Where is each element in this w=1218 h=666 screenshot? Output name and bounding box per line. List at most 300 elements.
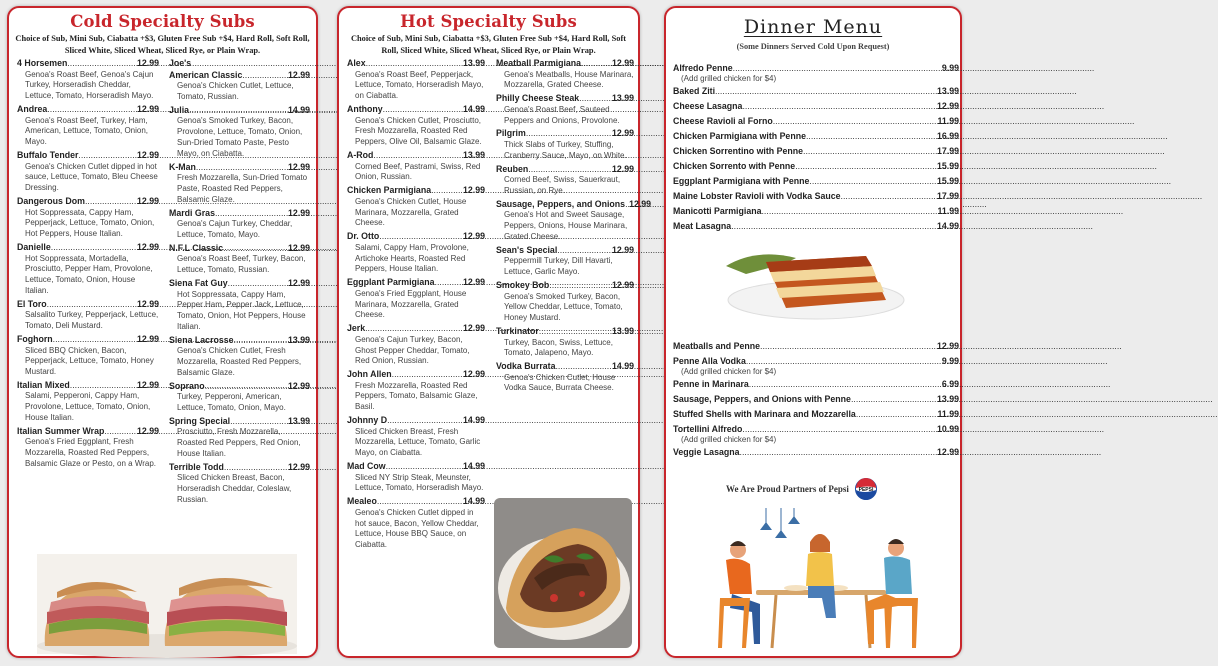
menu-item-price: 12.99: [611, 244, 634, 255]
menu-item-name: Terrible Todd: [169, 461, 224, 472]
menu-item-name: Soprano: [169, 380, 205, 391]
dot-leader: [379, 231, 463, 243]
menu-item-description: Turkey, Pepperoni, American, Lettuce, Tomato, Onion, Mayo.: [177, 392, 286, 413]
cold-subs-column-2: [169, 58, 310, 508]
dinner-item-name: Chicken Sorrento with Penne: [673, 161, 796, 171]
dinner-item-meatballs-and-penne: [673, 340, 959, 355]
dot-leader: [224, 462, 288, 474]
menu-item-name: Danielle: [17, 241, 51, 252]
menu-item-header: [496, 58, 634, 70]
menu-item-header: [169, 381, 310, 393]
menu-item-description: Sliced BBQ Chicken, Bacon, Pepperjack, Lettuce, Tomato, Honey Mustard.: [25, 345, 154, 377]
cold-item-danielle: [17, 242, 159, 297]
menu-item-description: Genoa's Meatballs, House Marinara, Mozzarella, Grated Cheese.: [504, 69, 634, 90]
cold-item-dangerous-dom: [17, 196, 159, 240]
menu-item-description: Hot Soppressata, Cappy Ham, Pepper Ham, Pepper Jack, Lettuce, Tomato, Onion, Hot Peppers, House Italian.: [177, 289, 306, 331]
menu-item-name: Alex: [347, 58, 366, 68]
menu-item-description: Genoa's Chicken Cutlet, Lettuce, Tomato, Russian.: [177, 81, 294, 101]
menu-item-price: 14.99: [611, 361, 634, 372]
dinner-item-chicken-parmigiana-with-penne: [673, 130, 959, 145]
menu-item-header: [496, 361, 634, 373]
menu-item-name: Vodka Burrata: [496, 361, 556, 372]
menu-item-description: Genoa's Roast Beef, Turkey, Ham, American, Lettuce, Tomato, Onion, Mayo.: [25, 115, 149, 147]
dot-leader: [431, 185, 463, 197]
menu-item-price: 12.99: [136, 425, 159, 436]
dinner-item-manicotti-parmigiana: [673, 205, 959, 220]
pepsi-logo-text: PEPSI: [858, 487, 874, 493]
dot-leader: [856, 408, 938, 423]
hot-item-mealeo: [347, 496, 485, 551]
menu-item-header: [17, 299, 159, 311]
menu-item-description: Hot Soppressata, Mortadella, Prosciutto, Pepper Ham, Provolone, Lettuce, Tomato, Onion, House Italian.: [25, 253, 153, 295]
menu-item-name: Eggplant Parmigiana: [347, 277, 435, 288]
menu-item-name: El Toro: [17, 298, 47, 309]
hot-item-sean-s-special: [496, 245, 634, 278]
menu-item-description: Genoa's Chicken Cutlet dipped in hot sauce, Bacon, Yellow Cheddar, Lettuce, House BBQ Sauce, on Ciabatta.: [355, 507, 479, 550]
menu-item-price: 12.99: [287, 380, 310, 391]
menu-item-header: [169, 278, 310, 290]
dinner-item-name: Penne Alla Vodka: [673, 356, 746, 366]
menu-item-header: [496, 198, 652, 211]
dinner-item-price: 11.99: [937, 409, 959, 419]
menu-item-name: N.F.L Classic: [169, 242, 224, 253]
menu-item-header: [169, 243, 310, 255]
dot-leader: [579, 93, 612, 105]
cold-item-italian-summer-wrap: [17, 426, 159, 470]
menu-item-name: Mealeo: [347, 496, 377, 507]
cold-item-mardi-gras: [169, 208, 310, 241]
menu-item-description: Genoa's Chicken Cutlet, Fresh Mozzarella, Roasted Red Peppers, Balsamic Glaze.: [177, 346, 302, 377]
menu-item-description: Salami, Cappy Ham, Provolone, Artichoke Hearts, Roasted Red Peppers, House Italian.: [355, 242, 469, 274]
dinner-item-price: 12.99: [936, 447, 959, 457]
menu-item-description: Corned Beef, Pastrami, Swiss, Red Onion, Russian.: [355, 161, 481, 182]
hot-item-reuben: [496, 164, 634, 197]
menu-item-name: Anthony: [347, 103, 383, 114]
hot-item-john-allen: [347, 369, 485, 413]
menu-item-name: Mardi Gras: [169, 207, 215, 218]
menu-item-description: Genoa's Chicken Cutlet, House Vodka Sauce, Burrata Cheese.: [504, 372, 616, 393]
menu-item-price: 12.99: [629, 198, 652, 209]
menu-item-name: John Allen: [347, 369, 392, 380]
dot-leader: [70, 380, 137, 392]
menu-item-name: Sean's Special: [496, 244, 558, 255]
cold-item-siena-lacrosse: [169, 335, 310, 379]
menu-item-price: 12.99: [462, 369, 485, 380]
dot-leader: [47, 104, 137, 116]
dinner-item-note: (Add grilled chicken for $4): [681, 435, 777, 444]
menu-item-name: Italian Mixed: [17, 379, 70, 390]
dot-leader: [104, 426, 137, 438]
menu-item-header: [347, 185, 485, 197]
dot-leader: [67, 58, 137, 70]
dot-leader: [795, 160, 937, 175]
dot-leader: [803, 145, 937, 160]
dinner-item-name: Sausage, Peppers, and Onions with Penne: [673, 394, 851, 404]
dinner-item-price: 12.99: [936, 341, 959, 351]
dot-leader: [740, 446, 937, 461]
dinner-item-name: Meatballs and Penne: [673, 341, 761, 351]
dinner-item-name: Stuffed Shells with Marinara and Mozzarella: [673, 409, 856, 419]
cold-item-buffalo-tender: [17, 150, 159, 194]
menu-item-description: Genoa's Cajun Turkey, Bacon, Ghost Pepper Cheddar, Tomato, Red Onion, Russian.: [355, 334, 470, 366]
menu-item-description: Genoa's Chicken Cutlet, Prosciutto, Fresh Mozzarella, Roasted Red Peppers, Olive Oil, Balsamic Glaze.: [355, 115, 482, 147]
dinner-item-price: 9.99: [941, 63, 959, 73]
menu-item-header: [347, 58, 485, 70]
menu-item-price: 13.99: [611, 325, 634, 336]
hot-subs-column-1: [347, 58, 485, 553]
menu-item-price: 12.99: [136, 149, 159, 160]
dot-leader: [387, 415, 463, 427]
menu-item-price: 12.99: [462, 277, 485, 288]
menu-item-price: 14.99: [462, 461, 485, 472]
dinner-item-name: Alfredo Penne: [673, 63, 733, 73]
menu-item-header: [496, 245, 634, 257]
dinner-item-price: 17.99: [936, 191, 959, 201]
menu-item-header: [169, 105, 310, 117]
menu-item-header: [347, 150, 485, 162]
dinner-item-price: 10.99: [936, 424, 959, 434]
dinner-item-price: 11.99: [937, 206, 959, 216]
menu-item-price: 12.99: [462, 231, 485, 242]
menu-item-header: [496, 326, 634, 338]
menu-item-price: 12.99: [287, 161, 310, 172]
dinner-item-name: Tortellini Alfredo: [673, 424, 743, 434]
menu-item-price: 12.99: [287, 69, 310, 80]
dot-leader: [715, 85, 937, 100]
menu-item-name: Italian Summer Wrap: [17, 425, 105, 436]
dot-leader: [528, 164, 612, 176]
hot-subs-subtitle: Choice of Sub, Mini Sub, Ciabatta +$3, Gluten Free Sub +$4, Hard Roll, Soft Roll, Sliced White, Sliced Wheat, Sliced Rye, or Plain Wrap.: [350, 34, 627, 55]
dot-leader: [761, 205, 937, 220]
dining-people-illustration: [716, 508, 921, 653]
dot-leader: [386, 461, 463, 473]
cold-sub-sandwich-photo: [37, 554, 297, 654]
cold-item-k-man: [169, 162, 310, 206]
dinner-item-price: 15.99: [936, 161, 959, 171]
hot-item-turkinator: [496, 326, 634, 359]
menu-item-header: [347, 369, 485, 381]
menu-item-name: Jerk: [347, 323, 366, 334]
menu-item-description: Prosciutto, Fresh Mozzarella, Roasted Red Peppers, Red Onion, House Italian.: [177, 427, 301, 459]
menu-item-description: Salsalito Turkey, Pepperjack, Lettuce, Tomato, Deli Mustard.: [25, 310, 159, 331]
hot-item-chicken-parmigiana: [347, 185, 485, 229]
dot-leader: [234, 335, 288, 347]
menu-item-name: Siena Lacrosse: [169, 334, 234, 345]
dinner-list-1: [673, 62, 959, 235]
menu-item-price: 12.99: [611, 279, 634, 290]
menu-item-description: Genoa's Chicken Cutlet, House Marinara, Mozzarella, Grated Cheese.: [355, 196, 467, 228]
menu-item-price: 12.99: [287, 277, 310, 288]
menu-item-header: [17, 426, 159, 438]
menu-item-name: A-Rod: [347, 149, 374, 160]
menu-item-description: Genoa's Smoked Turkey, Bacon, Provolone, Lettuce, Tomato, Onion, Sun-Dried Tomato Paste, Pesto Mayo, on Ciabatta.: [177, 116, 303, 158]
dot-leader: [242, 70, 288, 82]
dot-leader: [78, 150, 137, 162]
menu-item-header: [169, 462, 310, 474]
dinner-menu-title: Dinner Menu: [743, 16, 883, 38]
menu-item-name: Johnny D: [347, 415, 388, 426]
hot-item-philly-cheese-steak: [496, 93, 634, 126]
menu-item-description: Genoa's Fried Eggplant, House Marinara, Mozzarella, Grated Cheese.: [355, 288, 467, 320]
cold-item-american-classic: [169, 70, 310, 103]
dinner-item-name: Baked Ziti: [673, 86, 716, 96]
menu-item-name: Smokey Bob: [496, 279, 550, 290]
menu-item-name: Mad Cow: [347, 461, 386, 472]
dot-leader: [526, 128, 612, 140]
dot-leader: [365, 323, 463, 335]
menu-item-header: [347, 323, 485, 335]
cold-item-julia: [169, 105, 310, 160]
dinner-item-name: Chicken Sorrentino with Penne: [673, 146, 804, 156]
menu-item-header: [17, 58, 159, 70]
dinner-item-price: 17.99: [936, 146, 959, 156]
cold-item-el-toro: [17, 299, 159, 332]
hot-item-eggplant-parmigiana: [347, 277, 485, 321]
dinner-menu-subtitle: (Some Dinners Served Cold Upon Request): [736, 42, 890, 51]
dot-leader: [373, 150, 463, 162]
dot-leader: [581, 58, 612, 70]
dot-leader: [215, 208, 288, 220]
dot-leader: [51, 242, 137, 254]
menu-item-header: [17, 334, 159, 346]
menu-item-price: 12.99: [136, 103, 159, 114]
dinner-item-name: Chicken Parmigiana with Penne: [673, 131, 806, 141]
menu-item-price: 12.99: [611, 58, 634, 68]
dinner-item-price: 14.99: [936, 221, 959, 231]
cold-item-soprano: [169, 381, 310, 414]
dinner-item-price: 6.99: [941, 379, 959, 389]
menu-item-description: Genoa's Roast Beef, Turkey, Bacon, Lettuce, Tomato, Russian.: [177, 254, 306, 275]
dinner-item-baked-ziti: [673, 85, 959, 100]
dot-leader: [85, 196, 137, 208]
dinner-item-price: 16.99: [936, 131, 959, 141]
dot-leader: [809, 175, 937, 190]
hot-item-sausage-peppers-and-onions: [496, 198, 652, 243]
dot-leader: [435, 277, 463, 289]
hot-item-alex: [347, 58, 485, 102]
cold-item-foghorn: [17, 334, 159, 378]
menu-item-header: [496, 93, 634, 105]
pepsi-partner-line: [726, 478, 877, 500]
hot-item-vodka-burrata: [496, 361, 634, 394]
dot-leader: [223, 243, 288, 255]
menu-item-name: Chicken Parmigiana: [347, 185, 432, 196]
dinner-item-name: Penne in Marinara: [673, 379, 749, 389]
menu-item-description: Genoa's Roast Beef, Pepperjack, Lettuce, Tomato, Horseradish Mayo, on Ciabatta.: [355, 69, 484, 101]
menu-item-price: 12.99: [462, 323, 485, 334]
dinner-item-price: 11.99: [937, 116, 959, 126]
menu-item-price: 14.99: [287, 104, 310, 115]
hot-item-smokey-bob: [496, 280, 634, 324]
dinner-item-maine-lobster-ravioli-with-vodka-sauce: [673, 190, 959, 205]
menu-item-price: 12.99: [287, 242, 310, 253]
dinner-item-price: 12.99: [936, 101, 959, 111]
menu-item-header: [347, 496, 485, 508]
menu-item-description: Fresh Mozzarella, Roasted Red Peppers, Tomato, Balsamic Glaze, Basil.: [355, 380, 478, 412]
dinner-item-stuffed-shells-with-marinara-and-mozzarella: [673, 408, 959, 423]
menu-item-price: 12.99: [611, 163, 634, 174]
hot-item-pilgrim: [496, 128, 634, 161]
menu-item-description: Genoa's Roast Beef, Sauteed Peppers and Onions, Provolone.: [504, 104, 620, 125]
menu-item-header: [496, 280, 634, 292]
menu-item-header: [17, 380, 159, 392]
dot-leader: [742, 100, 937, 115]
menu-item-price: 12.99: [611, 128, 634, 139]
menu-item-description: Turkey, Bacon, Swiss, Lettuce, Tomato, Jalapeno, Mayo.: [504, 337, 613, 358]
dinner-item-name: Veggie Lasagna: [673, 447, 740, 457]
menu-item-description: Genoa's Hot and Sweet Sausage, Peppers, Onions, House Marinara, Grated Cheese.: [504, 210, 628, 241]
cold-item-siena-fat-guy: [169, 278, 310, 333]
menu-item-description: Salami, Pepperoni, Cappy Ham, Provolone, Lettuce, Tomato, Onion, House Italian.: [25, 391, 151, 423]
menu-item-price: 13.99: [287, 415, 310, 426]
dot-leader: [731, 220, 937, 235]
cold-item-terrible-todd: [169, 462, 310, 506]
menu-item-price: 12.99: [136, 58, 159, 68]
menu-item-header: [347, 104, 485, 116]
dot-leader: [228, 278, 288, 290]
dinner-item-name: Manicotti Parmigiana: [673, 206, 762, 216]
menu-item-header: [169, 70, 310, 82]
dinner-item-name: Cheese Ravioli al Forno: [673, 116, 773, 126]
cold-item-4-horsemen: [17, 58, 159, 102]
cold-subs-column-1: [17, 58, 159, 472]
menu-item-price: 14.99: [462, 415, 485, 426]
dot-leader: [53, 334, 137, 346]
menu-item-name: Foghorn: [17, 333, 53, 344]
dinner-item-name: Cheese Lasagna: [673, 101, 743, 111]
cold-item-spring-special: [169, 416, 310, 460]
cold-item-italian-mixed: [17, 380, 159, 424]
menu-item-price: 13.99: [462, 149, 485, 160]
dot-leader: [841, 190, 937, 205]
dinner-item-note: (Add grilled chicken for $4): [681, 367, 777, 376]
menu-item-header: [169, 162, 310, 174]
hot-sub-steak-photo: [494, 498, 632, 648]
dot-leader: [196, 162, 288, 174]
menu-item-description: Sliced Chicken Breast, Bacon, Horseradish Cheddar, Coleslaw, Russian.: [177, 473, 292, 505]
menu-item-name: 4 Horsemen: [17, 58, 68, 68]
menu-item-price: 13.99: [287, 334, 310, 345]
dot-leader: [539, 326, 612, 338]
dot-leader: [851, 393, 937, 408]
dot-leader: [549, 280, 612, 292]
menu-item-description: Corned Beef, Swiss, Sauerkraut, Russian, on Rye.: [504, 175, 621, 195]
menu-item-header: [17, 150, 159, 162]
menu-item-name: Reuben: [496, 163, 529, 174]
dot-leader: [377, 496, 463, 508]
lasagna-photo: [726, 248, 906, 320]
menu-item-name: Sausage, Peppers, and Onions: [496, 198, 626, 209]
menu-item-price: 12.99: [462, 185, 485, 196]
menu-item-name: Julia: [169, 104, 190, 115]
menu-item-description: Genoa's Smoked Turkey, Bacon, Yellow Cheddar, Lettuce, Tomato, Honey Mustard.: [504, 291, 623, 323]
hot-item-mad-cow: [347, 461, 485, 494]
cold-subs-title: Cold Specialty Subs: [70, 12, 255, 31]
hot-subs-panel: [337, 6, 652, 658]
menu-item-name: Pilgrim: [496, 128, 526, 139]
dinner-item-price: 9.99: [941, 356, 959, 366]
menu-item-header: [347, 277, 485, 289]
dot-leader: [557, 245, 612, 257]
menu-item-header: [496, 164, 634, 176]
menu-item-price: 13.99: [462, 58, 485, 68]
menu-item-description: Genoa's Roast Beef, Genoa's Cajun Turkey, Horseradish Cheddar, Lettuce, Tomato, Horseradish Mayo.: [25, 69, 154, 101]
menu-item-description: Sliced NY Strip Steak, Meunster, Lettuce, Tomato, Horseradish Mayo.: [355, 472, 484, 493]
dinner-item-veggie-lasagna: [673, 446, 959, 461]
dot-leader: [47, 299, 137, 311]
menu-item-name: Andrea: [17, 103, 48, 114]
dinner-item-penne-in-marinara: [673, 378, 959, 393]
dinner-item-eggplant-parmigiana-with-penne: [673, 175, 959, 190]
hot-item-dr-otto: [347, 231, 485, 275]
joes-header: Joe's: [169, 58, 192, 68]
menu-item-description: Peppermill Turkey, Dill Havarti, Lettuce, Garlic Mayo.: [504, 256, 613, 277]
menu-item-name: Philly Cheese Steak: [496, 93, 580, 104]
dinner-item-cheese-ravioli-al-forno: [673, 115, 959, 130]
menu-item-description: Hot Soppressata, Cappy Ham, Pepperjack, Lettuce, Tomato, Onion, Hot Peppers, House Italian.: [25, 207, 155, 239]
menu-item-name: Meatball Parmigiana: [496, 58, 582, 68]
cold-subs-subtitle: Choice of Sub, Mini Sub, Ciabatta +$3, Gluten Free Sub +$4, Hard Roll, Soft Roll, Sliced White, Sliced Wheat, Sliced Rye, or Plain Wrap.: [15, 34, 310, 55]
menu-item-header: [347, 415, 485, 427]
dot-leader: [749, 378, 942, 393]
dinner-item-chicken-sorrento-with-penne: [673, 160, 959, 175]
dinner-menu-panel: [664, 6, 962, 658]
menu-item-name: Siena Fat Guy: [169, 277, 228, 288]
menu-item-price: 13.99: [611, 93, 634, 104]
dinner-item-chicken-sorrentino-with-penne: [673, 145, 959, 160]
dot-leader: [806, 130, 937, 145]
dot-leader: [773, 115, 938, 130]
hot-subs-column-2: [496, 58, 652, 396]
menu-item-header: [347, 231, 485, 243]
menu-item-price: 12.99: [287, 461, 310, 472]
dinner-item-price: 15.99: [936, 176, 959, 186]
hot-item-meatball-parmigiana: [496, 58, 634, 91]
dinner-item-meat-lasagna: [673, 220, 959, 235]
dinner-list-2: [673, 340, 959, 461]
dot-leader: [392, 369, 463, 381]
dot-leader: [189, 105, 288, 117]
menu-item-header: [169, 416, 310, 428]
menu-item-description: Sliced Chicken Breast, Fresh Mozzarella, Lettuce, Tomato, Garlic Mayo, on Ciabatta.: [355, 426, 481, 458]
hot-item-a-rod: [347, 150, 485, 183]
menu-item-name: Turkinator: [496, 325, 539, 336]
menu-item-price: 12.99: [136, 379, 159, 390]
dinner-item-price: 13.99: [936, 394, 959, 404]
menu-item-header: [169, 208, 310, 220]
hot-item-anthony: [347, 104, 485, 148]
dot-leader: [205, 381, 288, 393]
dinner-item-cheese-lasagna: [673, 100, 959, 115]
dinner-item-name: Eggplant Parmigiana with Penne: [673, 176, 810, 186]
menu-item-header: [496, 128, 634, 140]
dinner-item-name: Meat Lasagna: [673, 221, 732, 231]
cold-item-andrea: [17, 104, 159, 148]
menu-item-price: 12.99: [136, 298, 159, 309]
menu-item-name: American Classic: [169, 69, 243, 80]
menu-item-price: 12.99: [136, 195, 159, 206]
dinner-item-sausage-peppers-and-onions-with-penne: [673, 393, 959, 408]
pepsi-partner-text: We Are Proud Partners of Pepsi: [726, 484, 849, 494]
hot-item-johnny-d: [347, 415, 485, 459]
dot-leader: [366, 58, 463, 70]
menu-item-header: [169, 335, 310, 347]
menu-item-price: 12.99: [136, 333, 159, 344]
menu-item-name: Dangerous Dom: [17, 195, 85, 206]
menu-item-price: 12.99: [287, 207, 310, 218]
dinner-item-name: Maine Lobster Ravioli with Vodka Sauce: [673, 191, 841, 201]
dinner-item-price: 13.99: [936, 86, 959, 96]
